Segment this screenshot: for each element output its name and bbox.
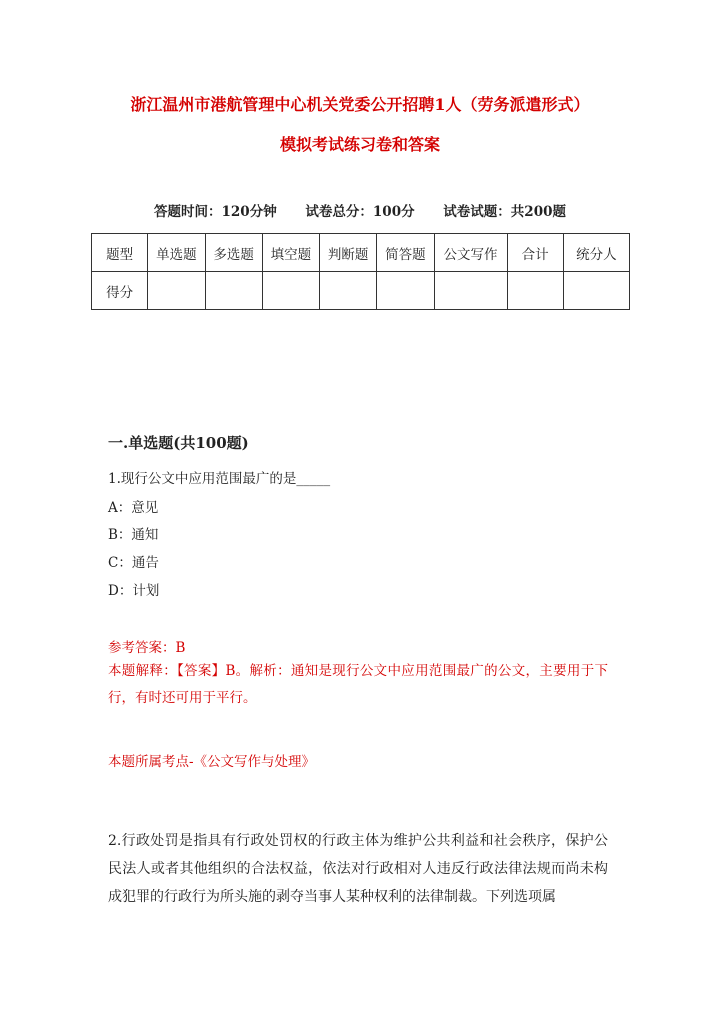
score-table-score-row (92, 272, 630, 310)
question-1-topic: 本题所属考点-《公文写作与处理》 (108, 754, 316, 770)
question-1-explanation: 本题解释：【答案】B。解析：通知是现行公文中应用范围最广的公文，主要用于下行，有时还可用于平行。 (108, 663, 608, 706)
header-cell: 多选题 (205, 234, 262, 272)
score-cell[interactable] (563, 272, 629, 310)
document-title-line1: 浙江温州市港航管理中心机关党委公开招聘1人（劳务派遣形式） (130, 95, 590, 114)
question-1-option-c: C：通告 (108, 555, 159, 571)
score-cell[interactable] (205, 272, 262, 310)
row-label-cell: 得分 (92, 272, 148, 310)
question-1-stem: 1.现行公文中应用范围最广的是_____ (108, 471, 331, 487)
header-cell: 简答题 (377, 234, 434, 272)
header-cell: 题型 (92, 234, 148, 272)
score-cell[interactable] (434, 272, 507, 310)
section-title: 一.单选题(共100题) (108, 434, 249, 452)
score-cell[interactable] (377, 272, 434, 310)
question-1-option-b: B：通知 (108, 527, 159, 543)
exam-time: 答题时间：120分钟 (154, 204, 277, 220)
score-cell[interactable] (262, 272, 319, 310)
exam-question-count: 试卷试题：共200题 (443, 204, 566, 220)
score-table (91, 233, 630, 310)
header-cell: 公文写作 (434, 234, 507, 272)
exam-total-score: 试卷总分：100分 (305, 204, 415, 220)
question-1-answer: 参考答案：B (108, 640, 186, 656)
header-cell: 合计 (507, 234, 563, 272)
document-title-line2: 模拟考试练习卷和答案 (279, 135, 440, 154)
score-cell[interactable] (507, 272, 563, 310)
score-table-header-row (92, 234, 630, 272)
exam-meta (0, 200, 720, 220)
header-cell: 填空题 (262, 234, 319, 272)
question-1-option-d: D：计划 (108, 583, 160, 599)
header-cell: 统分人 (563, 234, 629, 272)
header-cell: 单选题 (148, 234, 205, 272)
question-2-stem: 2.行政处罚是指具有行政处罚权的行政主体为维护公共利益和社会秩序，保护公民法人或者其他组织的合法权益，依法对行政相对人违反行政法律法规而尚未构成犯罪的行政行为所头施的剥夺当事人某种权利的法律制裁。下列选项属 (108, 833, 608, 905)
score-cell[interactable] (320, 272, 377, 310)
header-cell: 判断题 (320, 234, 377, 272)
question-1-option-a: A：意见 (108, 500, 159, 516)
score-cell[interactable] (148, 272, 205, 310)
